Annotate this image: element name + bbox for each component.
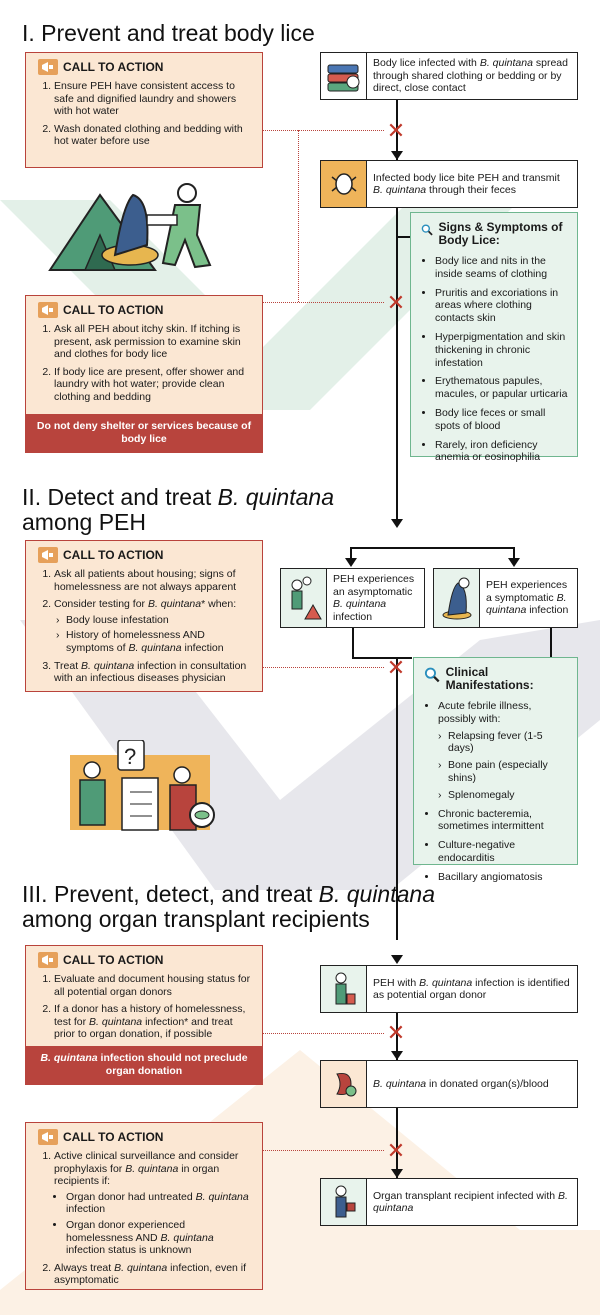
flow-box-lice-spread xyxy=(320,52,578,100)
clinical-item: • Acute febrile illness, possibly with: › Relapsing fever (1-5 days) › Bone pain (especially shins) › Splenomegaly xyxy=(438,700,569,802)
flow-box-text: PEH experiences an asymptomatic B. quintana infection xyxy=(333,573,415,623)
clinical-item: • Culture-negative endocarditis xyxy=(438,839,569,865)
cta-label: CALL TO ACTION xyxy=(63,952,164,967)
clothing-pile-icon xyxy=(321,53,367,99)
block-x-icon: ✕ xyxy=(386,1020,406,1045)
megaphone-icon xyxy=(38,1129,58,1145)
signs-item: • Rarely, iron deficiency anemia or eosinophilia xyxy=(435,439,569,465)
clinical-header xyxy=(424,666,569,692)
cta4-item-1: 1. Evaluate and document housing status for all potential organ donors xyxy=(54,973,254,998)
cta-header xyxy=(38,302,254,318)
person-tent-icon xyxy=(281,569,327,627)
louse-icon xyxy=(321,161,367,207)
flow-box-text: Infected body lice bite PEH and transmit B. quintana through their feces xyxy=(373,171,560,196)
flow-box-text: PEH with B. quintana infection is identified as potential organ donor xyxy=(373,976,570,1001)
cta4-banner: B. quintana infection should not preclude organ donation xyxy=(25,1046,263,1085)
signs-title: Signs & Symptoms of Body Lice: xyxy=(438,220,563,247)
clinical-title: Clinical Manifestations: xyxy=(445,665,534,692)
cta-header xyxy=(38,1129,254,1145)
clinical-item: • Chronic bacteremia, sometimes intermittent xyxy=(438,808,569,834)
flow-box-symptomatic xyxy=(433,568,578,628)
magnifier-icon xyxy=(424,666,441,684)
cta3-item-1: 1. Ask all patients about housing; signs of homelessness are not always apparent xyxy=(54,568,254,593)
cta-label: CALL TO ACTION xyxy=(63,547,164,562)
clinical-manifestations-box xyxy=(413,657,578,883)
donor-person-icon xyxy=(321,966,367,1012)
magnifier-icon xyxy=(421,221,433,239)
flow-box-lice-bite xyxy=(320,160,578,208)
section-2-title: II. Detect and treat B. quintana among PEH xyxy=(22,484,334,535)
cta1-item-2: 2. Wash donated clothing and bedding with hot water before use xyxy=(54,123,254,148)
clinical-item: • Bacillary angiomatosis xyxy=(438,871,569,884)
block-x-icon: ✕ xyxy=(386,118,406,143)
flow-box-asymptomatic xyxy=(280,568,425,628)
call-to-action-5 xyxy=(25,1122,263,1290)
clinical-sub: › Relapsing fever (1-5 days) xyxy=(438,730,569,756)
signs-item: • Body lice and nits in the inside seams of clothing xyxy=(435,255,569,281)
section-3-title: III. Prevent, detect, and treat B. quintana among organ transplant recipients xyxy=(22,881,435,932)
flow-box-donated-organ xyxy=(320,1060,578,1108)
block-x-icon: ✕ xyxy=(386,655,406,680)
signs-header xyxy=(421,221,569,247)
clinical-sub: › Bone pain (especially shins) xyxy=(438,759,569,785)
cta-label: CALL TO ACTION xyxy=(63,302,164,317)
flow-box-text: Organ transplant recipient infected with B. quintana xyxy=(373,1189,568,1214)
signs-item: • Erythematous papules, macules, or papular urticaria xyxy=(435,375,569,401)
megaphone-icon xyxy=(38,302,58,318)
section-1-title: I. Prevent and treat body lice xyxy=(22,20,315,46)
cta-header xyxy=(38,547,254,563)
signs-item: • Hyperpigmentation and skin thickening in chronic infestation xyxy=(435,331,569,369)
block-x-icon: ✕ xyxy=(386,1138,406,1163)
megaphone-icon xyxy=(38,59,58,75)
cta4-item-2: 2. If a donor has a history of homelessness, test for B. quintana infection* and treat prior to organ donation, if possible xyxy=(54,1003,254,1041)
sick-person-icon xyxy=(434,569,480,627)
cta3-sub-1: › Body louse infestation xyxy=(56,614,254,627)
clinical-sub: › Splenomegaly xyxy=(438,789,569,802)
cta5-item-1: 1. Active clinical surveillance and consider prophylaxis for B. quintana in organ recipients if: • Organ donor had untreated B. quintana infection • Organ donor experienced homelessness AND B. quintana infection status is unknown xyxy=(54,1150,254,1257)
cta3-sub-2: › History of homelessness AND symptoms of B. quintana infection xyxy=(56,629,254,654)
cta2-item-1: 1. Ask all PEH about itchy skin. If itching is present, ask permission to examine skin and clothes for body lice xyxy=(54,323,254,361)
block-x-icon: ✕ xyxy=(386,290,406,315)
cta1-item-1: 1. Ensure PEH have consistent access to safe and dignified laundry and showers with hot water xyxy=(54,80,254,118)
cta3-item-2: 2. Consider testing for B. quintana* when: › Body louse infestation › History of homelessness AND symptoms of B. quintana infection xyxy=(54,598,254,654)
cta2-item-2: 2. If body lice are present, offer shower and laundry with hot water; provide clean clothing and bedding xyxy=(54,366,254,404)
signs-symptoms-box xyxy=(410,212,578,464)
flow-box-organ-donor xyxy=(320,965,578,1013)
megaphone-icon xyxy=(38,547,58,563)
clinician-clipboard-illustration xyxy=(70,740,220,835)
cta5-sub-1: • Organ donor had untreated B. quintana infection xyxy=(66,1191,254,1216)
signs-item: • Body lice feces or small spots of blood xyxy=(435,407,569,433)
svg-text:?: ? xyxy=(124,744,137,769)
megaphone-icon xyxy=(38,952,58,968)
signs-item: • Pruritis and excoriations in areas where clothing contacts skin xyxy=(435,287,569,325)
flow-box-text: Body lice infected with B. quintana spread through shared clothing or bedding or by direct, close contact xyxy=(373,57,568,95)
call-to-action-3 xyxy=(25,540,263,692)
cta-label: CALL TO ACTION xyxy=(63,59,164,74)
call-to-action-1 xyxy=(25,52,263,168)
flow-box-organ-recipient xyxy=(320,1178,578,1226)
cta-label: CALL TO ACTION xyxy=(63,1129,164,1144)
flow-box-text: PEH experiences a symptomatic B. quintana infection xyxy=(486,579,569,617)
cta-header xyxy=(38,952,254,968)
cta3-item-3: 3. Treat B. quintana infection in consultation with an infectious diseases physician xyxy=(54,660,254,685)
recipient-person-icon xyxy=(321,1179,367,1225)
cta5-sub-2: • Organ donor experienced homelessness AND B. quintana infection status is unknown xyxy=(66,1219,254,1257)
cta2-banner: Do not deny shelter or services because of body lice xyxy=(25,414,263,453)
cta5-item-2: 2. Always treat B. quintana infection, even if asymptomatic xyxy=(54,1262,254,1287)
cta-header xyxy=(38,59,254,75)
tent-outreach-illustration xyxy=(35,175,250,275)
flow-box-text: B. quintana in donated organ(s)/blood xyxy=(373,1077,549,1090)
kidney-icon xyxy=(321,1061,367,1107)
